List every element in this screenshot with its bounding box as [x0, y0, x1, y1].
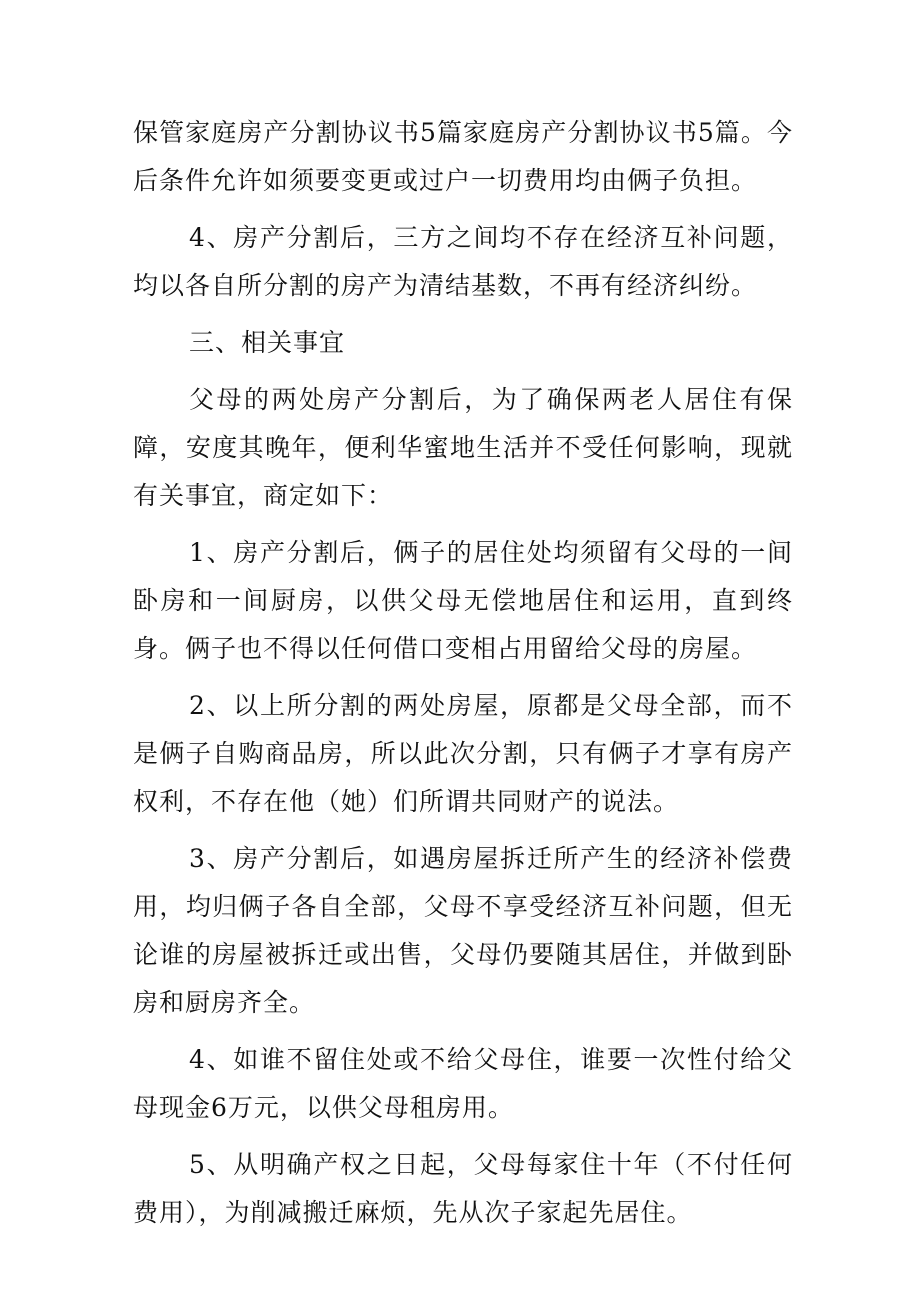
document-body [133, 109, 793, 1246]
section-heading-related-matters: 三、相关事宜 [189, 328, 346, 357]
paragraph-item-5: 5、从明确产权之日起，父母每家住十年（不付任何费用），为削减搬迁麻烦，先从次子家起先居住。 [133, 1150, 793, 1227]
paragraph-continuation: 保管家庭房产分割协议书5篇家庭房产分割协议书5篇。今后条件允许如须要变更或过户一切费用均由俩子负担。 [133, 118, 793, 195]
paragraph-clause-4-no-economic-dispute: 4、房产分割后，三方之间均不存在经济互补问题，均以各自所分割的房产为清结基数，不再有经济纠纷。 [133, 223, 793, 300]
paragraph-item-2: 2、以上所分割的两处房屋，原都是父母全部，而不是俩子自购商品房，所以此次分割，只有俩子才享有房产权利，不存在他（她）们所谓共同财产的说法。 [133, 691, 793, 816]
paragraph-item-4: 4、如谁不留住处或不给父母住，谁要一次性付给父母现金6万元，以供父母租房用。 [133, 1045, 793, 1122]
paragraph-related-matters-intro: 父母的两处房产分割后，为了确保两老人居住有保障，安度其晚年，便利华蜜地生活并不受任何影响，现就有关事宜，商定如下： [133, 385, 793, 510]
paragraph-item-3: 3、房产分割后，如遇房屋拆迁所产生的经济补偿费用，均归俩子各自全部，父母不享受经济互补问题，但无论谁的房屋被拆迁或出售，父母仍要随其居住，并做到卧房和厨房齐全。 [133, 844, 793, 1017]
paragraph-item-1: 1、房产分割后，俩子的居住处均须留有父母的一间卧房和一间厨房，以供父母无偿地居住和运用，直到终身。俩子也不得以任何借口变相占用留给父母的房屋。 [133, 538, 793, 663]
